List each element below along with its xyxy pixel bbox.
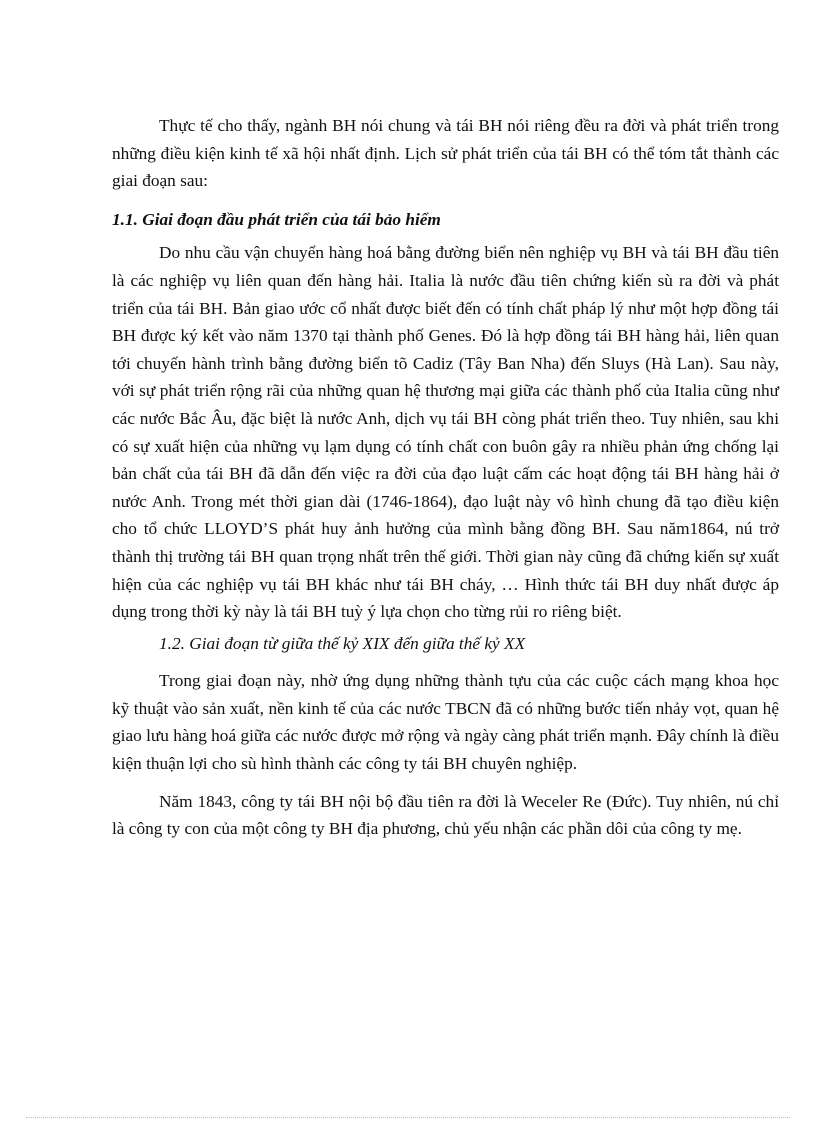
section-1-2-paragraph-1: Trong giai đoạn này, nhờ ứng dụng những thành tựu của các cuộc cách mạng khoa học kỹ thuật vào sản xuất, nền kinh tế của các nước TBCN đã có những bước tiến nhảy vọt, quan hệ giao lưu hàng hoá giữa các nước được mở rộng và ngày càng phát triển mạnh. Đây chính là điều kiện thuận lợi cho sù hình thành các công ty tái BH chuyên nghiệp. xyxy=(112,671,779,774)
intro-paragraph: Thực tế cho thấy, ngành BH nói chung và tái BH nói riêng đều ra đời và phát triển trong những điều kiện kinh tế xã hội nhất định. Lịch sử phát triển của tái BH có thể tóm tắt thành các giai đoạn sau: xyxy=(112,116,779,191)
section-heading-1-1: 1.1. Giai đoạn đầu phát triển của tái bảo hiểm xyxy=(112,209,441,229)
section-1-1-paragraph: Do nhu cầu vận chuyển hàng hoá bằng đường biển nên nghiệp vụ BH và tái BH đầu tiên là các nghiệp vụ liên quan đến hàng hải. Italia là nước đầu tiên chứng kiến sù ra đời và phát triển của tái BH. Bản giao ước cổ nhất được biết đến có tính chất pháp lý như một hợp đồng tái BH được ký kết vào năm 1370 tại thành phố Genes. Đó là hợp đồng tái BH hàng hải, liên quan tới chuyến hành trình bằng đường biển tõ Cadiz (Tây Ban Nha) đến Sluys (Hà Lan). Sau này, với sự phát triển rộng rãi của những quan hệ thương mại giữa các thành phố của Italia cũng như các nước Bắc Âu, đặc biệt là nước Anh, dịch vụ tái BH còng phát triển theo. Tuy nhiên, sau khi có sự xuất hiện của những vụ lạm dụng có tính chất con buôn gây ra nhiều phản ứng chống lại bản chất của tái BH đã dẫn đến việc ra đời của đạo luật cấm các hoạt động tái BH hàng hải ở nước Anh. Trong mét thời gian dài (1746-1864), đạo luật này vô hình chung đã tạo điều kiện cho tổ chức LLOYD’S phát huy ảnh hưởng của mình bằng đồng BH. Sau năm1864, nú trở thành thị trường tái BH quan trọng nhất trên thế giới. Thời gian này cũng đã chứng kiến sự xuất hiện của các nghiệp vụ tái BH khác như tái BH cháy, … Hình thức tái BH duy nhất được áp dụng trong thời kỳ này là tái BH tuỳ ý lựa chọn cho từng rủi ro riêng biệt. xyxy=(112,243,779,622)
document-body xyxy=(112,112,779,853)
section-heading-1-2: 1.2. Giai đoạn từ giữa thế kỷ XIX đến giữa thế kỷ XX xyxy=(159,633,526,653)
page-bottom-divider xyxy=(26,1117,790,1118)
section-1-2-paragraph-2: Năm 1843, công ty tái BH nội bộ đầu tiên ra đời là Weceler Re (Đức). Tuy nhiên, nú chỉ là công ty con của một công ty BH địa phương, chủ yếu nhận các phần dôi của công ty mẹ. xyxy=(112,791,779,839)
